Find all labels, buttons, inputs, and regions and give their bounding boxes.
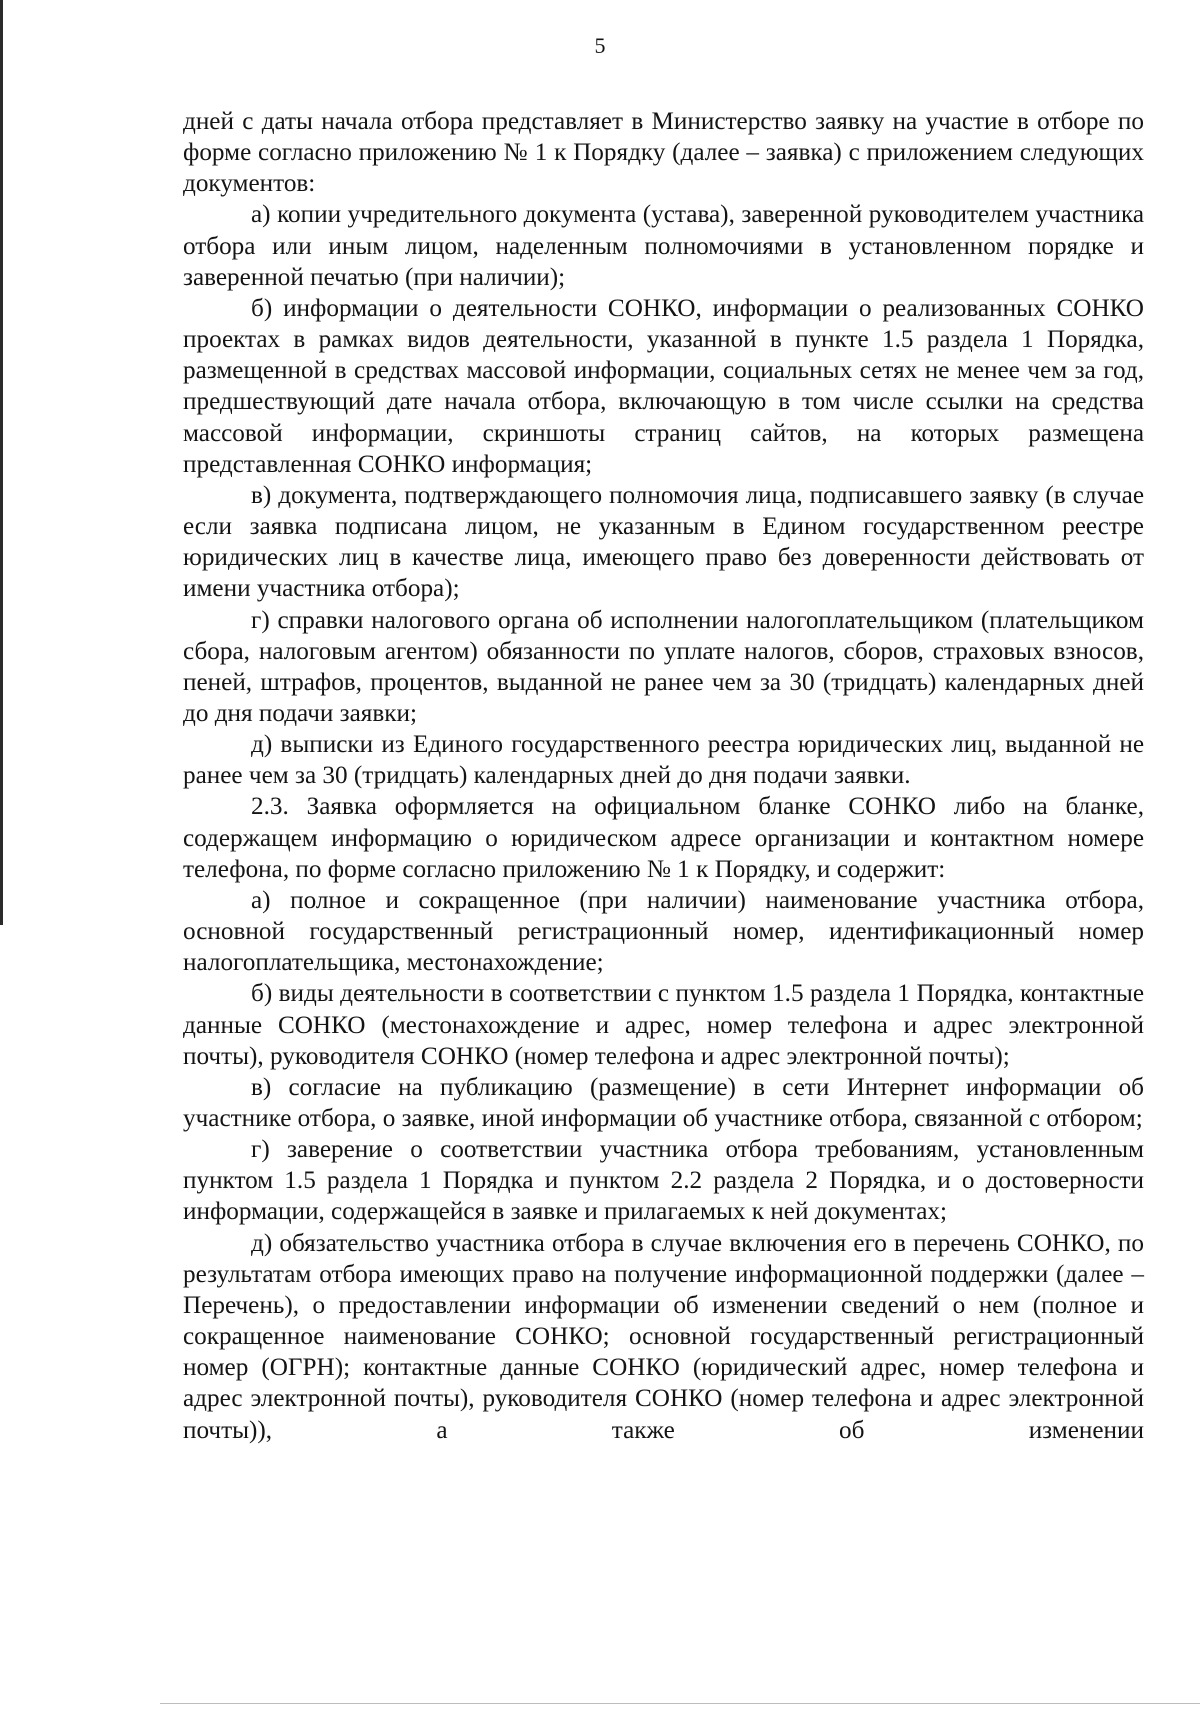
- paragraph-item-a-name: а) полное и сокращенное (при наличии) наименование участника отбора, основной государственный регистрационный номер, идентификационный номер налогоплательщика, местонахождение;: [183, 886, 1144, 977]
- paragraph-item-b-activity-info: б) информации о деятельности СОНКО, информации о реализованных СОНКО проектах в рамках видов деятельности, указанной в пункте 1.5 раздела 1 Порядка, размещенной в средствах массовой информации, социальных сетях не менее чем за год, предшествующий дате начала отбора, включающую в том числе ссылки на средства массовой информации, скриншоты страниц сайтов, на которых размещена представленная СОНКО информация;: [183, 294, 1144, 478]
- scan-edge-left: [0, 0, 3, 925]
- paragraph-item-a-charter: а) копии учредительного документа (устава), заверенной руководителем участника отбора или иным лицом, наделенным полномочиями в установленном порядке и заверенной печатью (при наличии);: [183, 201, 1144, 291]
- paragraph-item-d-registry-extract: д) выписки из Единого государственного реестра юридических лиц, выданной не ранее чем за 30 (тридцать) календарных дней до дня подачи заявки.: [183, 731, 1144, 790]
- scan-edge-bottom: [160, 1703, 1200, 1704]
- paragraph-item-d-obligation: д) обязательство участника отбора в случае включения его в перечень СОНКО, по результатам отбора имеющих право на получение информационной поддержки (далее – Перечень), о предоставлении информации об изменении сведений о нем (полное и сокращенное наименование СОНКО; основной государственный регистрационный номер (ОГРН); контактные данные СОНКО (юридический адрес, номер телефона и адрес электронной почты), руководителя СОНКО (номер телефона и адрес электронной почты)), а также об изменении: [183, 1229, 1144, 1444]
- paragraph-item-v-authority-document: в) документа, подтверждающего полномочия лица, подписавшего заявку (в случае если заявка подписана лицом, не указанным в Едином государственном реестре юридических лиц в качестве лица, имеющего право без доверенности действовать от имени участника отбора);: [183, 481, 1144, 603]
- document-body: [183, 106, 1144, 1446]
- paragraph-item-g-assurance: г) заверение о соответствии участника отбора требованиям, установленным пунктом 1.5 раздела 1 Порядка и пунктом 2.2 раздела 2 Порядка, и о достоверности информации, содержащейся в заявке и прилагаемых к ней документах;: [183, 1136, 1144, 1226]
- paragraph-item-g-tax-certificate: г) справки налогового органа об исполнении налогоплательщиком (плательщиком сбора, налоговым агентом) обязанности по уплате налогов, сборов, страховых взносов, пеней, штрафов, процентов, выданной не ранее чем за 30 (тридцать) календарных дней до дня подачи заявки;: [183, 606, 1144, 727]
- paragraph-item-b-activities: б) виды деятельности в соответствии с пунктом 1.5 раздела 1 Порядка, контактные данные СОНКО (местонахождение и адрес, номер телефона и адрес электронной почты), руководителя СОНКО (номер телефона и адрес электронной почты);: [183, 980, 1144, 1070]
- paragraph-intro: дней с даты начала отбора представляет в Министерство заявку на участие в отборе по форме согласно приложению № 1 к Порядку (далее – заявка) с приложением следующих документов:: [183, 108, 1144, 198]
- paragraph-section-2-3: 2.3. Заявка оформляется на официальном бланке СОНКО либо на бланке, содержащем информацию о юридическом адресе организации и контактном номере телефона, по форме согласно приложению № 1 к Порядку, и содержит:: [183, 793, 1144, 883]
- paragraph-item-v-consent: в) согласие на публикацию (размещение) в сети Интернет информации об участнике отбора, о заявке, иной информации об участнике отбора, связанной с отбором;: [183, 1073, 1144, 1132]
- page-number: 5: [594, 33, 606, 58]
